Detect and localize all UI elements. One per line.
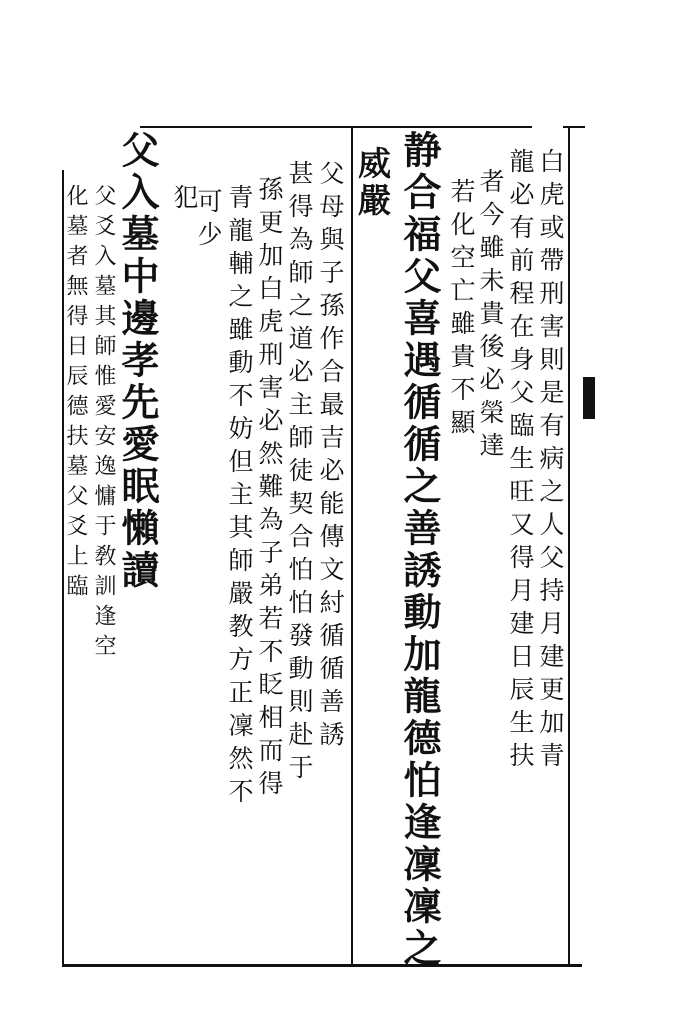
gutter-mark [583,377,595,419]
column-divider-rule [351,126,353,966]
text-column-1: 白虎或帶刑害則是有病之人父持月建更加青 [536,148,565,775]
heading-column-1: 静合福父喜遇循循之善誘動加龍德怕逢凜凜之 [397,130,442,970]
top-border-rule [140,126,532,128]
text-column-7: 孫更加白虎刑害必然難為子弟若不眨相而得 [255,176,284,803]
upper-right-corner-rule [563,126,585,128]
text-column-2: 龍必有前程在身父臨生旺又得月建日辰生扶 [506,148,535,775]
right-border-rule [568,126,570,966]
text-column-5: 父母與子孫作合最吉必能傳文紂循循善誘 [316,160,345,754]
bottom-border-rule [62,964,582,967]
text-column-3: 者今雖未貴後必榮達 [476,168,505,465]
text-column-12: 化墓者無得日辰德扶墓父爻上臨 [63,184,88,604]
text-column-11: 父爻入墓其師惟愛安逸慵于敎訓逢空 [91,184,116,664]
heading-column-2: 威嚴 [353,146,392,220]
text-column-6: 甚得為師之道必主師徒契合怕怕發動則赴于 [285,160,314,787]
text-column-9: 可少 [194,188,223,254]
text-column-4: 若化空亡雖貴不顯 [447,178,476,442]
text-column-8: 青龍輔之雖動不妨但主其師嚴教方正凜然不 [225,184,254,811]
heading-column-3: 父入墓中邊孝先愛眠懶讀 [115,130,160,592]
text-column-10: 犯 [170,184,199,217]
